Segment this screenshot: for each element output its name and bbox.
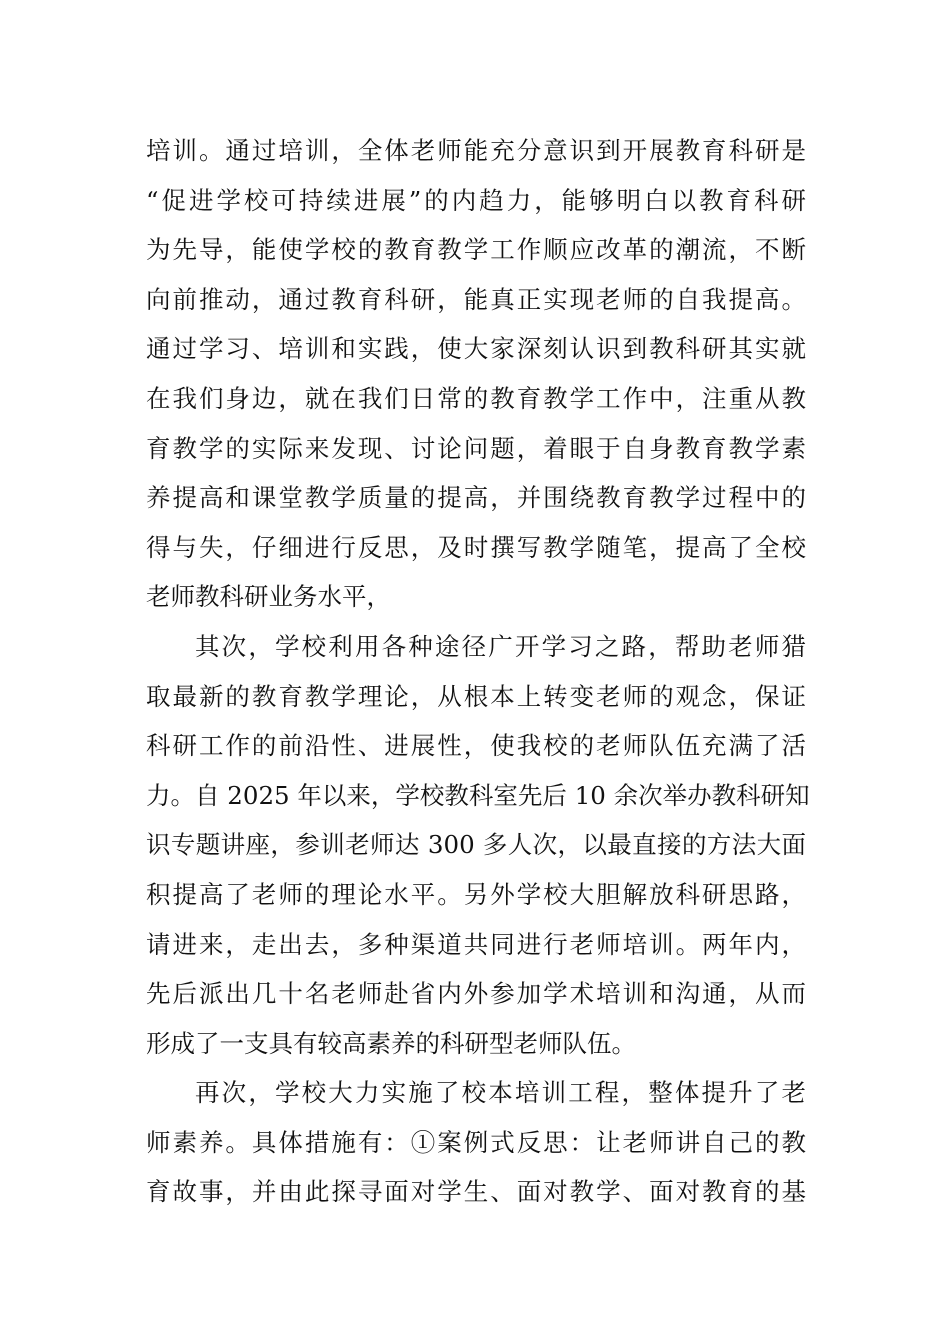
text-line: 培训。通过培训，全体老师能充分意识到开展教育科研是 xyxy=(146,136,806,165)
text-line: 通过学习、培训和实践，使大家深刻认识到教科研其实就 xyxy=(146,334,806,364)
paragraph-first-line: 其次，学校利用各种途径广开学习之路，帮助老师猎 xyxy=(195,631,806,661)
text-line: 识专题讲座，参训老师达 300 多人次，以最直接的方法大面 xyxy=(146,830,806,860)
text-line: 科研工作的前沿性、进展性，使我校的老师队伍充满了活 xyxy=(146,731,806,761)
text-line: 取最新的教育教学理论，从根本上转变老师的观念，保证 xyxy=(146,681,806,711)
text-line: 力。自 2025 年以来，学校教科室先后 10 余次举办教科研知 xyxy=(146,780,810,810)
text-line: 先后派出几十名老师赴省内外参加学术培训和沟通，从而 xyxy=(146,979,806,1009)
text-line: “促进学校可持续进展”的内趋力，能够明白以教育科研 xyxy=(146,185,806,215)
text-line: 积提高了老师的理论水平。另外学校大胆解放科研思路， xyxy=(146,879,806,909)
text-line: 师素养。具体措施有：①案例式反思：让老师讲自己的教 xyxy=(146,1127,806,1157)
text-line: 为先导，能使学校的教育教学工作顺应改革的潮流，不断 xyxy=(146,235,806,265)
paragraph-first-line: 再次，学校大力实施了校本培训工程，整体提升了老 xyxy=(195,1078,806,1108)
text-line: 向前推动，通过教育科研，能真正实现老师的自我提高。 xyxy=(146,284,806,314)
document-body xyxy=(146,126,810,1217)
text-line: 得与失，仔细进行反思，及时撰写教学随笔，提高了全校 xyxy=(146,532,806,562)
text-line: 养提高和课堂教学质量的提高，并围绕教育教学过程中的 xyxy=(146,483,806,513)
text-line: 在我们身边，就在我们日常的教育教学工作中，注重从教 xyxy=(146,383,806,413)
text-line: 育故事，并由此探寻面对学生、面对教学、面对教育的基 xyxy=(146,1177,806,1207)
text-line: 请进来，走出去，多种渠道共同进行老师培训。两年内， xyxy=(146,929,806,959)
text-line: 形成了一支具有较高素养的科研型老师队伍。 xyxy=(146,1028,636,1058)
text-line: 老师教科研业务水平， xyxy=(146,582,391,612)
text-line: 育教学的实际来发现、讨论问题，着眼于自身教育教学素 xyxy=(146,433,806,463)
